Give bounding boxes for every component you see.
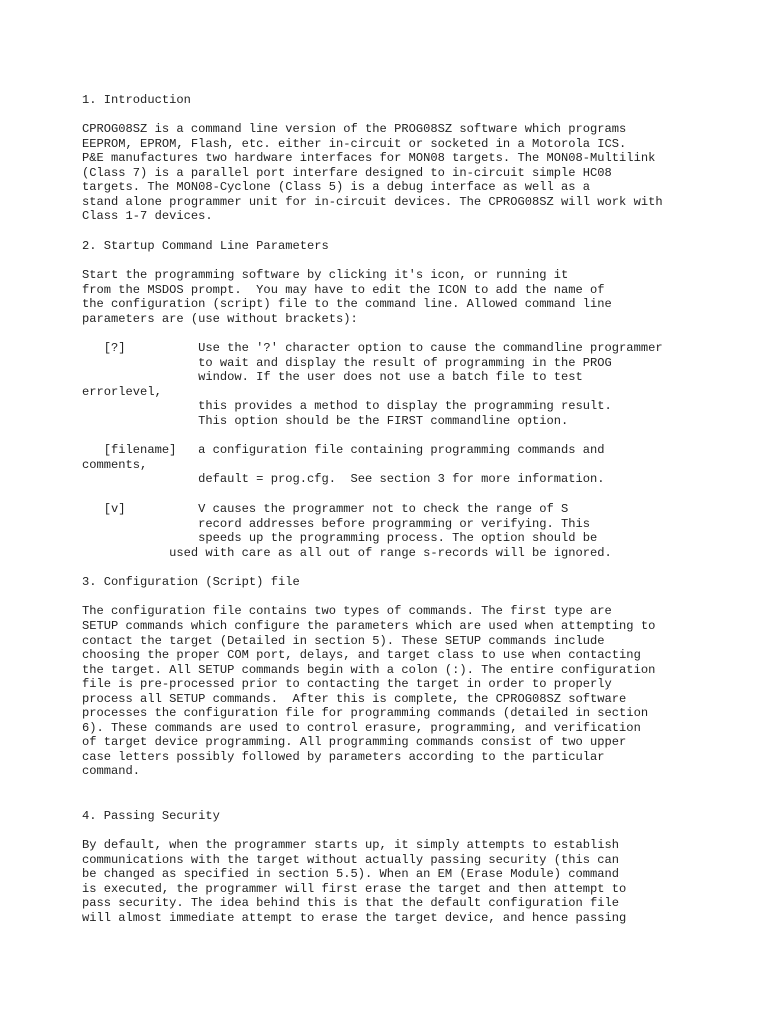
paragraph-line: Start the programming software by clicking it's icon, or running it — [82, 268, 569, 282]
paragraph-line: SETUP commands which configure the parameters which are used when attempting to — [82, 619, 656, 633]
paragraph-line: from the MSDOS prompt. You may have to edit the ICON to add the name of — [82, 282, 605, 297]
paragraph-line: The configuration file contains two types of commands. The first type are — [82, 604, 612, 618]
paragraph-line: choosing the proper COM port, delays, and target class to use when contacting — [82, 648, 641, 662]
paragraph-line: file is pre-processed prior to contacting the target in order to properly — [82, 677, 612, 691]
param-question-line: to wait and display the result of programming in the PROG — [82, 355, 612, 370]
paragraph-line: CPROG08SZ is a command line version of the PROG08SZ software which programs — [82, 122, 627, 136]
param-filename-line: default = prog.cfg. See section 3 for more information. — [82, 472, 605, 486]
section-heading-configuration-file: 3. Configuration (Script) file — [82, 575, 300, 589]
param-question-line: window. If the user does not use a batch file to test — [82, 370, 583, 384]
paragraph-line: pass security. The idea behind this is that the default configuration file — [82, 896, 620, 910]
param-v-line: [v] V causes the programmer not to check the range of S — [82, 502, 569, 516]
section-heading-startup-parameters: 2. Startup Command Line Parameters — [82, 239, 329, 253]
paragraph-line: process all SETUP commands. After this is complete, the CPROG08SZ software — [82, 691, 627, 706]
paragraph-line: communications with the target without actually passing security (this can — [82, 852, 620, 867]
paragraph-line: 6). These commands are used to control erasure, programming, and verification — [82, 720, 641, 735]
param-v-line: record addresses before programming or verifying. This — [82, 516, 591, 531]
section-heading-introduction: 1. Introduction — [82, 93, 191, 107]
paragraph-line: will almost immediate attempt to erase the target device, and hence passing — [82, 910, 627, 925]
paragraph-line: of target device programming. All programming commands consist of two upper — [82, 735, 627, 749]
paragraph-line: the configuration (script) file to the command line. Allowed command line — [82, 297, 612, 311]
param-filename-line: comments, — [82, 457, 148, 472]
param-question-line: errorlevel, — [82, 384, 162, 399]
paragraph-line: P&E manufactures two hardware interfaces for MON08 targets. The MON08-Multilink — [82, 151, 656, 165]
section-heading-passing-security: 4. Passing Security — [82, 809, 220, 823]
param-question-line: [?] Use the '?' character option to cause the commandline programmer — [82, 341, 663, 355]
paragraph-line: (Class 7) is a parallel port interfare designed to in-circuit simple HC08 — [82, 165, 612, 180]
paragraph-line: command. — [82, 764, 141, 778]
paragraph-line: be changed as specified in section 5.5). When an EM (Erase Module) command — [82, 867, 620, 881]
paragraph-line: stand alone programmer unit for in-circuit devices. The CPROG08SZ will work with — [82, 194, 663, 209]
paragraph-line: processes the configuration file for programming commands (detailed in section — [82, 706, 649, 720]
paragraph-line: is executed, the programmer will first erase the target and then attempt to — [82, 881, 627, 896]
paragraph-line: By default, when the programmer starts up, it simply attempts to establish — [82, 838, 620, 852]
paragraph-line: case letters possibly followed by parameters according to the particular — [82, 749, 605, 764]
param-filename-line: [filename] a configuration file containing programming commands and — [82, 443, 605, 457]
paragraph-line: EEPROM, EPROM, Flash, etc. either in-circuit or socketed in a Motorola ICS. — [82, 136, 627, 151]
param-v-line: used with care as all out of range s-records will be ignored. — [82, 545, 612, 560]
paragraph-line: Class 1-7 devices. — [82, 209, 213, 223]
paragraph-line: targets. The MON08-Cyclone (Class 5) is a debug interface as well as a — [82, 180, 591, 194]
paragraph-line: parameters are (use without brackets): — [82, 311, 358, 326]
param-question-line: this provides a method to display the programming result. — [82, 399, 612, 413]
paragraph-line: the target. All SETUP commands begin with a colon (:). The entire configuration — [82, 662, 656, 677]
paragraph-line: contact the target (Detailed in section 5). These SETUP commands include — [82, 633, 605, 648]
param-question-line: This option should be the FIRST commandline option. — [82, 413, 569, 428]
param-v-line: speeds up the programming process. The option should be — [82, 531, 598, 545]
